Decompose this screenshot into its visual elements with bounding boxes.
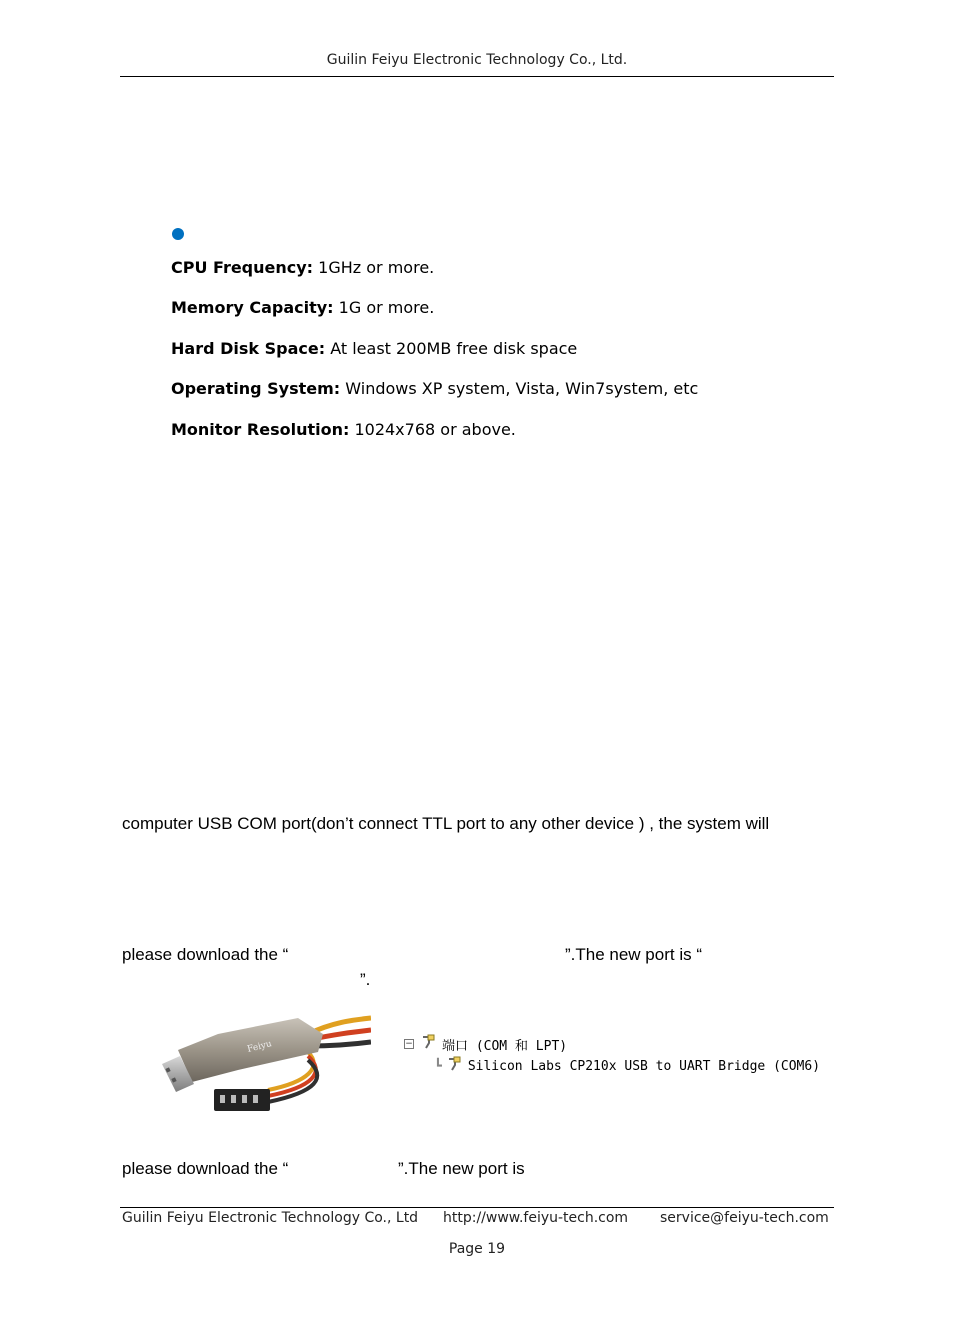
spec-label: Monitor Resolution: (171, 420, 350, 439)
tree-node-label: 端口 (COM 和 LPT) (442, 1038, 568, 1054)
spec-label: Memory Capacity: (171, 298, 334, 317)
collapse-icon[interactable]: − (405, 1039, 413, 1049)
paragraph-download-2b: ”.The new port is (398, 1159, 525, 1178)
spec-value: 1GHz or more. (313, 258, 435, 277)
footer-company: Guilin Feiyu Electronic Technology Co., Ltd (122, 1210, 419, 1226)
spec-label: CPU Frequency: (171, 258, 314, 277)
page-number: Page 19 (448, 1241, 506, 1257)
paragraph-download-a: please download the “ (122, 945, 289, 964)
tree-node-label: Silicon Labs CP210x USB to UART Bridge (COM6) (467, 1058, 821, 1074)
page-header: Guilin Feiyu Electronic Technology Co., Ltd. (326, 52, 628, 68)
tree-node-ports[interactable] (404, 1034, 567, 1054)
port-icon (446, 1056, 462, 1076)
header-divider (120, 76, 834, 77)
footer-url[interactable]: http://www.feiyu-tech.com (443, 1210, 629, 1226)
port-icon (420, 1034, 436, 1054)
svg-text:Feiyu: Feiyu (246, 1039, 273, 1055)
spec-value: 1G or more. (333, 298, 435, 317)
spec-value: At least 200MB free disk space (325, 339, 578, 358)
paragraph-download-c: ”. (360, 970, 371, 989)
footer-email[interactable]: service@feiyu-tech.com (660, 1210, 829, 1226)
spec-value: Windows XP system, Vista, Win7system, etc (340, 379, 699, 398)
spec-disk (171, 339, 577, 358)
paragraph-usb-com (122, 814, 832, 834)
spec-value: 1024x768 or above. (349, 420, 516, 439)
spec-monitor (171, 420, 516, 439)
tree-node-cp210x[interactable] (434, 1056, 820, 1076)
paragraph-text: computer USB COM port(don’t connect TTL port to any other device ) , the system will (122, 814, 770, 833)
paragraph-download-2a: please download the “ (122, 1159, 289, 1178)
paragraph-download-b: ”.The new port is “ (565, 945, 702, 964)
device-manager-tree (404, 1030, 834, 1080)
spec-memory (171, 298, 434, 317)
usb-ttl-cable-image (158, 1012, 371, 1124)
spec-label: Operating System: (171, 379, 341, 398)
spec-cpu (171, 258, 434, 277)
footer-divider (120, 1207, 834, 1208)
spec-os (171, 379, 698, 398)
tree-branch-line: ┗ (434, 1058, 442, 1074)
spec-label: Hard Disk Space: (171, 339, 326, 358)
bullet-icon (172, 228, 184, 240)
